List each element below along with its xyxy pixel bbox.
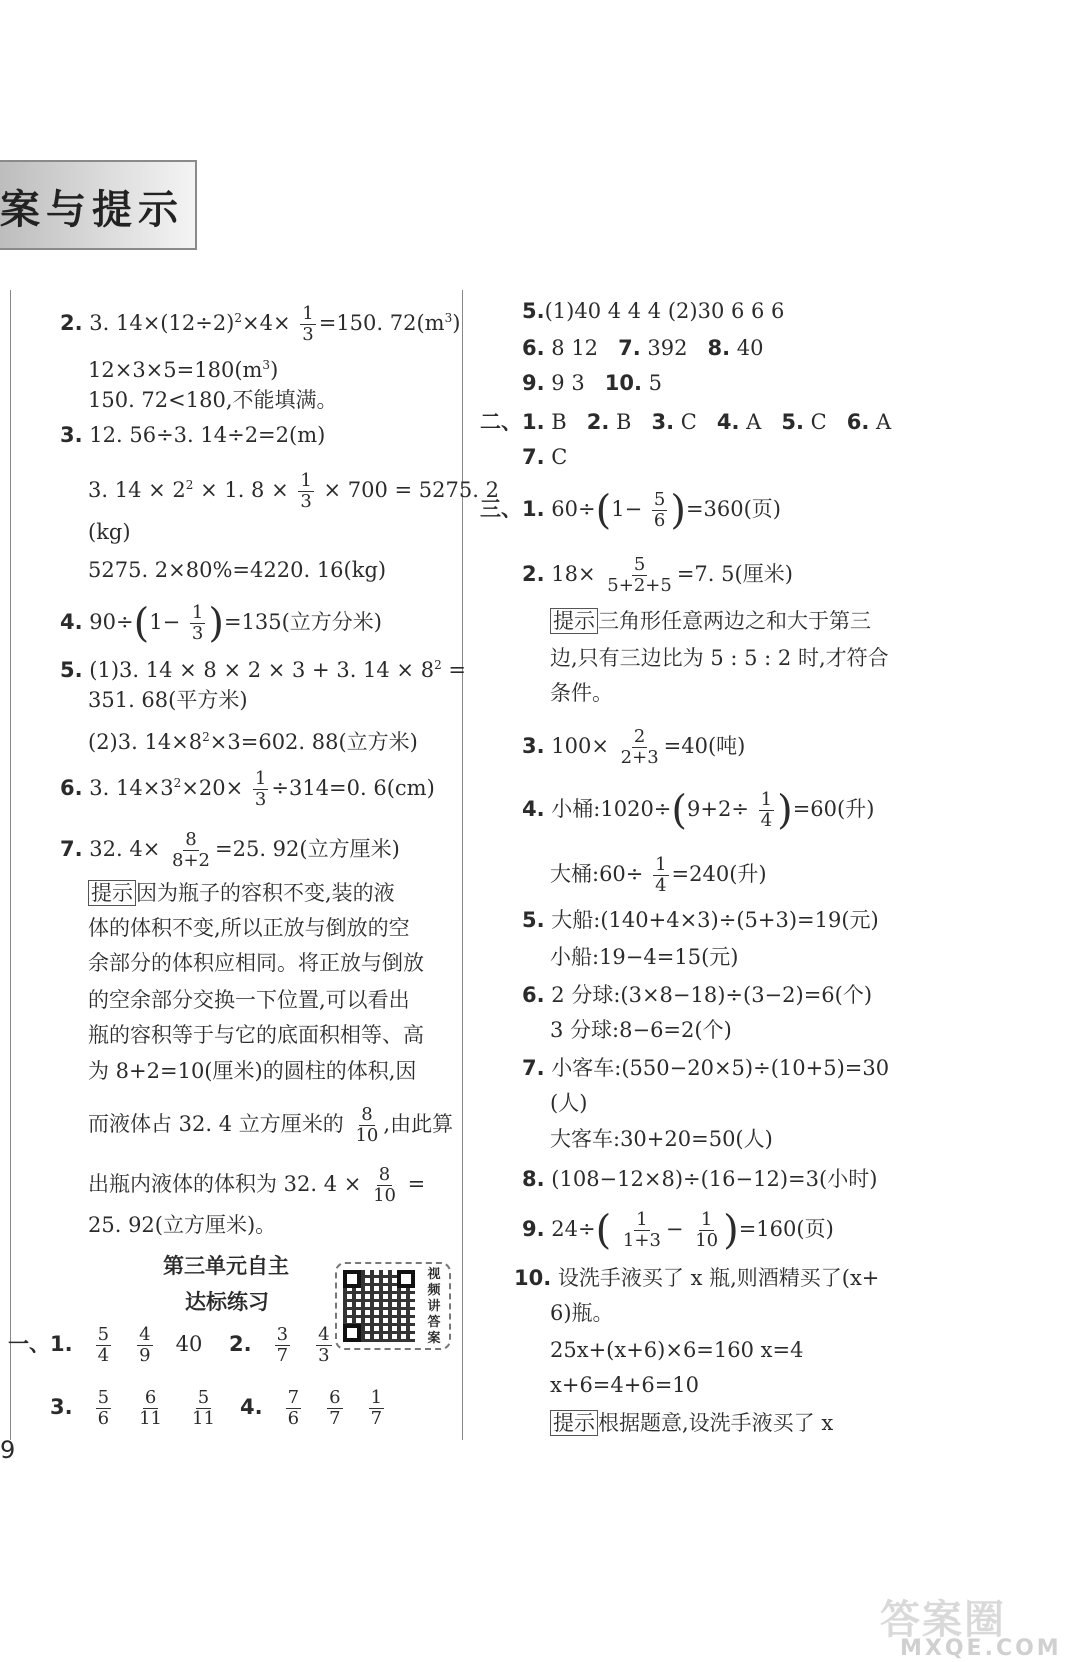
left-hint-line9: 25. 92(立方厘米)。 xyxy=(88,1213,277,1237)
fraction: $\frac{1}{10}$ xyxy=(695,1209,719,1251)
watermark-url: MXQE.COM xyxy=(900,1636,1062,1661)
right-q6-line1: 6. 2 分球:(3×8−18)÷(3−2)=6(个) xyxy=(522,983,873,1007)
fraction: $\frac{1}{3}$ xyxy=(302,303,314,345)
fraction: $\frac{4}{3}$ xyxy=(318,1324,330,1366)
fraction: $\frac{1}{1+3}$ xyxy=(622,1209,661,1251)
fraction: $\frac{8}{8+2}$ xyxy=(172,829,210,871)
left-hint-line5: 瓶的容积等于与它的底面积相等、高 xyxy=(88,1023,424,1047)
left-hint-line3: 余部分的体积应相同。将正放与倒放 xyxy=(88,951,424,975)
fraction: $\frac{5}{4}$ xyxy=(97,1324,110,1366)
left-q7: 7. 32. 4× $\frac{8}{8+2}$ =25. 92(立方厘米) xyxy=(60,829,400,871)
fraction: $\frac{5}{6}$ xyxy=(653,489,666,531)
left-q2-line1: 2. 3. $14\times(12\div 2)^2\times 4\times$ $\frac{1}{3}$ =150. $72(m^3)$ xyxy=(60,303,461,345)
right-q8: 8. (108−12×8)÷(16−12)=3(小时) xyxy=(522,1167,878,1191)
fraction: $\frac{1}{3}$ xyxy=(300,470,312,512)
qr-finder xyxy=(397,1270,415,1288)
fraction: $\frac{7}{6}$ xyxy=(287,1387,300,1429)
right-q2-hint2: 边,只有三边比为 5 : 5 : 2 时,才符合 xyxy=(550,646,889,670)
right-q10-line1: 10. 设洗手液买了 x 瓶,则酒精买了(x+ xyxy=(514,1266,880,1290)
fraction: $\frac{1}{7}$ xyxy=(370,1387,383,1429)
fraction: $\frac{1}{3}$ xyxy=(191,602,204,644)
left-q3-line1: 3. 12. 56÷3. 14÷2=2(m) xyxy=(60,423,326,447)
left-hint-line6: 为 8+2=10(厘米)的圆柱的体积,因 xyxy=(88,1059,417,1083)
qr-label: 视频讲答案 xyxy=(427,1267,441,1346)
right-q5-line2: 小船:19−4=15(元) xyxy=(550,945,739,969)
left-q3-line4: 5275. 2×80%=4220. 16(kg) xyxy=(88,558,387,582)
left-margin-rule xyxy=(10,290,11,1440)
fraction: $\frac{5}{5+2+5}$ xyxy=(607,554,672,596)
left-hint-line4: 的空余部分交换一下位置,可以看出 xyxy=(88,988,410,1012)
right-q2-hint3: 条件。 xyxy=(550,681,613,705)
left-q5-line2: 351. 68(平方米) xyxy=(88,688,248,712)
page-number: 9 xyxy=(0,1436,16,1464)
right-q5-line1: 5. 大船:(140+4×3)÷(5+3)=19(元) xyxy=(522,908,879,932)
fraction: $\frac{1}{4}$ xyxy=(655,854,667,896)
left-q5-line3: (2)3. $14\times 8^2\times 3=602$. 88(立方米) xyxy=(88,730,418,754)
right-q2-hint1: 提示 三角形任意两边之和大于第三 xyxy=(550,606,871,636)
right-q7-line1: 7. 小客车:(550−20×5)÷(10+5)=30 xyxy=(522,1056,890,1080)
fraction: $\frac{1}{3}$ xyxy=(254,768,267,810)
right-q6-line2: 3 分球:8−6=2(个) xyxy=(550,1018,732,1042)
right-r6: 6. 8 12 7. 392 8. 40 xyxy=(522,336,764,360)
fraction: $\frac{6}{7}$ xyxy=(329,1387,341,1429)
right-q4-line2: 大桶:60÷ $\frac{1}{4}$ =240(升) xyxy=(550,854,767,896)
left-hint-line8: 出瓶内液体的体积为 32. 4 × $\frac{8}{10}$ = xyxy=(88,1164,426,1206)
fraction: $\frac{8}{10}$ xyxy=(355,1104,379,1146)
right-q9: 9. 24÷( $\frac{1}{1+3}$ − $\frac{1}{10}$ )=160(页) xyxy=(522,1207,834,1254)
watermark-logo: 答案圈 xyxy=(880,1597,1006,1643)
fraction: $\frac{8}{10}$ xyxy=(373,1164,396,1206)
fraction: $\frac{5}{11}$ xyxy=(192,1387,215,1429)
left-q4: 4. 90÷(1− $\frac{1}{3}$ )=135(立方分米) xyxy=(60,600,383,647)
fraction: $\frac{2}{2+3}$ xyxy=(620,726,659,768)
fraction: $\frac{3}{7}$ xyxy=(276,1324,289,1366)
left-sec1-row2: 3. $\frac{5}{6}$ $\frac{6}{11}$ $\frac{5}{11}$ 4. $\frac{7}{6}$ $\frac{6}{7}$ $\frac{1}{7}$ xyxy=(50,1387,383,1429)
right-r9: 9. 9 3 10. 5 xyxy=(522,371,662,395)
left-q3-line2: 3. $14 \times 2^2 \times 1$. 8 × $\frac{1}{3}$ × 700 = 5275. 2 xyxy=(88,470,499,512)
unit-title-line2: 达标练习 xyxy=(185,1290,269,1314)
right-sec2-row1: 二、1. B 2. B 3. C 4. A 5. C 6. A xyxy=(480,410,892,434)
right-sec2-row2: 7. C xyxy=(522,445,568,469)
right-q10-hint: 提示 根据题意,设洗手液买了 x xyxy=(550,1408,833,1438)
fraction: $\frac{4}{9}$ xyxy=(139,1324,151,1366)
right-r5: 5.(1)40 4 4 4 (2)30 6 6 6 xyxy=(522,299,785,323)
right-q2: 2. 18× $\frac{5}{5+2+5}$ =7. 5(厘米) xyxy=(522,554,793,596)
qr-finder xyxy=(343,1270,361,1288)
right-sec3-q1: 三、1. 60÷(1− $\frac{5}{6}$ )=360(页) xyxy=(480,487,782,534)
qr-finder xyxy=(343,1324,361,1342)
right-q7-line3: 大客车:30+20=50(人) xyxy=(550,1127,773,1151)
fraction: $\frac{1}{4}$ xyxy=(760,789,773,831)
right-q3: 3. 100× $\frac{2}{2+3}$ =40(吨) xyxy=(522,726,746,768)
left-hint-line7: 而液体占 32. 4 立方厘米的 $\frac{8}{10}$ ,由此算 xyxy=(88,1104,454,1146)
header-title: 案与提示 xyxy=(0,187,184,233)
left-sec1-row1: 一、1. $\frac{5}{4}$ $\frac{4}{9}$ 40 2. $\frac{3}{7}$ $\frac{4}{3}$ xyxy=(8,1324,330,1366)
left-q3-line3: (kg) xyxy=(88,520,131,544)
left-hint-line1: 提示 因为瓶子的容积不变,装的液 xyxy=(88,878,395,908)
right-q10-line4: x+6=4+6=10 xyxy=(550,1373,700,1397)
fraction: $\frac{6}{11}$ xyxy=(139,1387,163,1429)
unit-title-line1: 第三单元自主 xyxy=(163,1254,289,1278)
left-q6: 6. 3. $14\times 3^2\times 20\times$ $\frac{1}{3}$ ÷314=0. 6(cm) xyxy=(60,768,435,810)
column-divider xyxy=(462,290,463,1440)
left-q5-line1: 5. (1)3. 14 × 8 × 2 × 3 + 3. $14 \times 8^2$ = xyxy=(60,658,466,682)
fraction: $\frac{5}{6}$ xyxy=(97,1387,110,1429)
video-qr-code[interactable] xyxy=(335,1262,451,1350)
right-q10-line2: 6)瓶。 xyxy=(550,1301,614,1325)
right-q7-line2: (人) xyxy=(550,1091,588,1115)
right-q4-line1: 4. 小桶:1020÷(9+2÷ $\frac{1}{4}$ )=60(升) xyxy=(522,787,875,834)
left-q2-line3: 150. 72<180,不能填满。 xyxy=(88,388,338,412)
left-hint-line2: 体的体积不变,所以正放与倒放的空 xyxy=(88,916,410,940)
left-q2-line2: $12\times 3\times 5=180(m^3)$ xyxy=(88,358,279,382)
right-q10-line3: 25x+(x+6)×6=160 x=4 xyxy=(550,1338,804,1362)
